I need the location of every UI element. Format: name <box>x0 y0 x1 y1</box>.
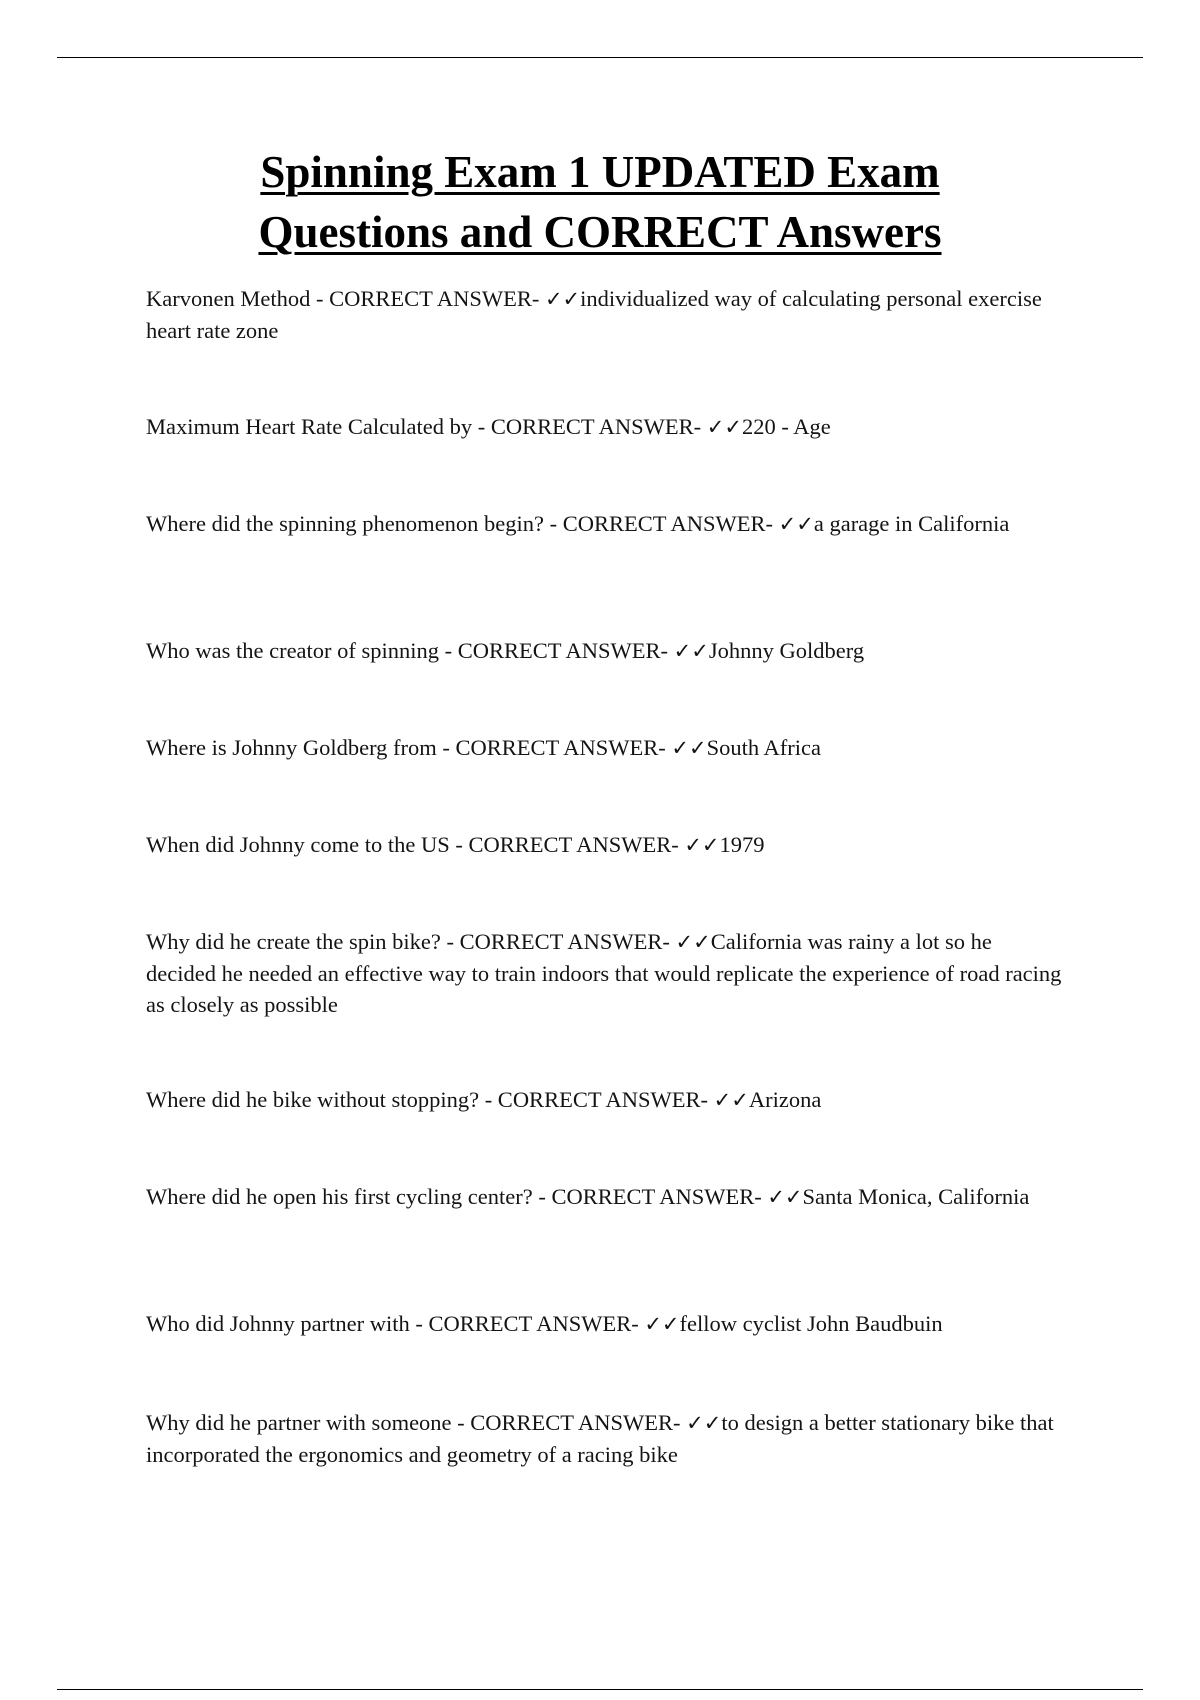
double-check-icon: ✓✓ <box>706 415 742 439</box>
double-check-icon: ✓✓ <box>675 930 711 954</box>
answer-text: Arizona <box>748 1087 822 1112</box>
qa-item <box>146 1308 1066 1340</box>
double-check-icon: ✓✓ <box>767 1185 803 1209</box>
answer-marker: - CORRECT ANSWER- <box>538 1184 762 1209</box>
question-text: Where is Johnny Goldberg from <box>146 735 437 760</box>
question-text: Where did he open his first cycling center? <box>146 1184 533 1209</box>
question-text: Why did he partner with someone <box>146 1410 452 1435</box>
double-check-icon: ✓✓ <box>684 833 720 857</box>
answer-text: 1979 <box>719 832 765 857</box>
question-text: Where did the spinning phenomenon begin? <box>146 511 545 536</box>
answer-marker: - CORRECT ANSWER- <box>415 1311 639 1336</box>
answer-marker: - CORRECT ANSWER- <box>315 286 540 311</box>
answer-marker: - CORRECT ANSWER- <box>484 1087 709 1112</box>
answer-marker: - CORRECT ANSWER- <box>457 1410 681 1435</box>
qa-item <box>146 508 1066 540</box>
qa-item <box>146 829 1066 861</box>
double-check-icon: ✓✓ <box>644 1312 680 1336</box>
question-text: Karvonen Method <box>146 286 311 311</box>
answer-marker: - CORRECT ANSWER- <box>442 735 666 760</box>
question-text: Who did Johnny partner with <box>146 1311 410 1336</box>
title-line-1: Spinning Exam 1 UPDATED Exam <box>260 147 940 197</box>
footer-rule <box>57 1689 1143 1690</box>
qa-item <box>146 926 1066 1020</box>
answer-marker: - CORRECT ANSWER- <box>455 832 679 857</box>
answer-text: to design a better stationary bike that incorporated the ergonomics and geometry of a racing bike <box>146 1410 1054 1467</box>
answer-marker: - CORRECT ANSWER- <box>444 638 669 663</box>
title-line-2: Questions and CORRECT Answers <box>258 207 942 257</box>
double-check-icon: ✓✓ <box>544 287 581 311</box>
question-text: Maximum Heart Rate Calculated by <box>146 414 473 439</box>
answer-text: California was rainy a lot so he decided he needed an effective way to train indoors that would replicate the experience of road racing as closely as possible <box>146 929 1062 1017</box>
qa-item <box>146 732 1066 764</box>
double-check-icon: ✓✓ <box>671 736 707 760</box>
answer-text: a garage in California <box>813 511 1010 536</box>
document-title <box>0 142 1200 262</box>
qa-item <box>146 1181 1066 1213</box>
qa-item <box>146 283 1066 346</box>
qa-item <box>146 635 1066 667</box>
question-text: Where did he bike without stopping? <box>146 1087 480 1112</box>
double-check-icon: ✓✓ <box>686 1411 722 1435</box>
answer-text: individualized way of calculating personal exercise heart rate zone <box>146 286 1042 343</box>
answer-text: 220 - Age <box>741 414 831 439</box>
answer-text: Johnny Goldberg <box>708 638 865 663</box>
answer-marker: - CORRECT ANSWER- <box>549 511 774 536</box>
double-check-icon: ✓✓ <box>673 639 709 663</box>
question-text: Who was the creator of spinning <box>146 638 440 663</box>
qa-item <box>146 411 1066 443</box>
question-text: When did Johnny come to the US <box>146 832 450 857</box>
double-check-icon: ✓✓ <box>713 1088 749 1112</box>
question-text: Why did he create the spin bike? <box>146 929 441 954</box>
qa-item <box>146 1407 1066 1470</box>
answer-marker: - CORRECT ANSWER- <box>477 414 702 439</box>
header-rule <box>57 57 1143 58</box>
answer-text: South Africa <box>706 735 821 760</box>
double-check-icon: ✓✓ <box>778 512 814 536</box>
answer-text: fellow cyclist John Baudbuin <box>679 1311 943 1336</box>
qa-item <box>146 1084 1066 1116</box>
answer-text: Santa Monica, California <box>802 1184 1030 1209</box>
answer-marker: - CORRECT ANSWER- <box>446 929 670 954</box>
